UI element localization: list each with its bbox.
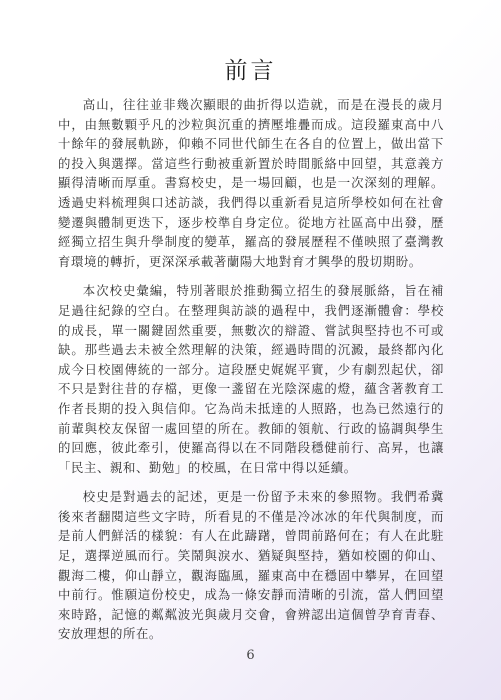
paragraph-3: 校史是對過去的記述，更是一份留予未來的參照物。我們希冀後來者翻閱這些文字時，所看見的不僅是冷冰冰的年代與制度，而是前人們鮮活的樣貌：有人在此躊躇，曾問前路何在；有人在此駐足，選擇逆風而行。笑鬧與淚水、猶疑與堅持，猶如校園的仰山、觀海二樓，仰山靜立，觀海臨風，羅東高中在穩固中攀昇，在回望中前行。惟願這份校史，成為一條安靜而清晰的引流，當人們回望來時路，記憶的粼粼波光與歲月交會，會辨認出這個曾孕育青春、安放理想的所在。 <box>58 489 444 642</box>
paragraph-2: 本次校史彙編，特別著眼於推動獨立招生的發展脈絡，旨在補足過往紀錄的空白。在整理與訪談的過程中，我們逐漸體會：學校的成長，單一關鍵固然重要，無數次的辯證、嘗試與堅持也不可或缺。那些過去未被全然理解的決策，經過時間的沉澱，最終都內化成今日校園傳統的一部分。這段歷史娓娓平實，少有劇烈起伏，卻不只是對往昔的存檔，更像一盞留在光陰深處的燈，蘊含著教育工作者長期的投入與信仰。它為尚未抵達的人照路，也為已然遠行的前輩與校友保留一處回望的所在。教師的領航、行政的協調與學生的回應，彼此牽引，使羅高得以在不同階段穩健前行、高昇，也讓「民主、親和、勤勉」的校風，在日常中得以延續。 <box>58 283 444 475</box>
paragraph-1: 高山，往往並非幾次顯眼的曲折得以造就，而是在漫長的歲月中，由無數顆乎凡的沙粒與沉重的擠壓堆疊而成。這段羅東高中八十餘年的發展軌跡，仰賴不同世代師生在各自的位置上，做出當下的投入與選擇。當這些行動被重新置於時間脈絡中回望，其意義方顯得清晰而厚重。書寫校史，是一場回顧，也是一次深刻的理解。透過史料梳理與口述訪談，我們得以重新看見這所學校如何在社會變遷與體制更迭下，逐步校準自身定位。從地方社區高中出發，歷經獨立招生與升學制度的變革，羅高的發展歷程不僅映照了臺灣教育環境的轉折，更深深承載著蘭陽大地對育才興學的殷切期盼。 <box>58 97 444 269</box>
body-text <box>58 95 444 654</box>
page-number: 6 <box>246 648 255 663</box>
page-title: 前言 <box>224 58 277 84</box>
